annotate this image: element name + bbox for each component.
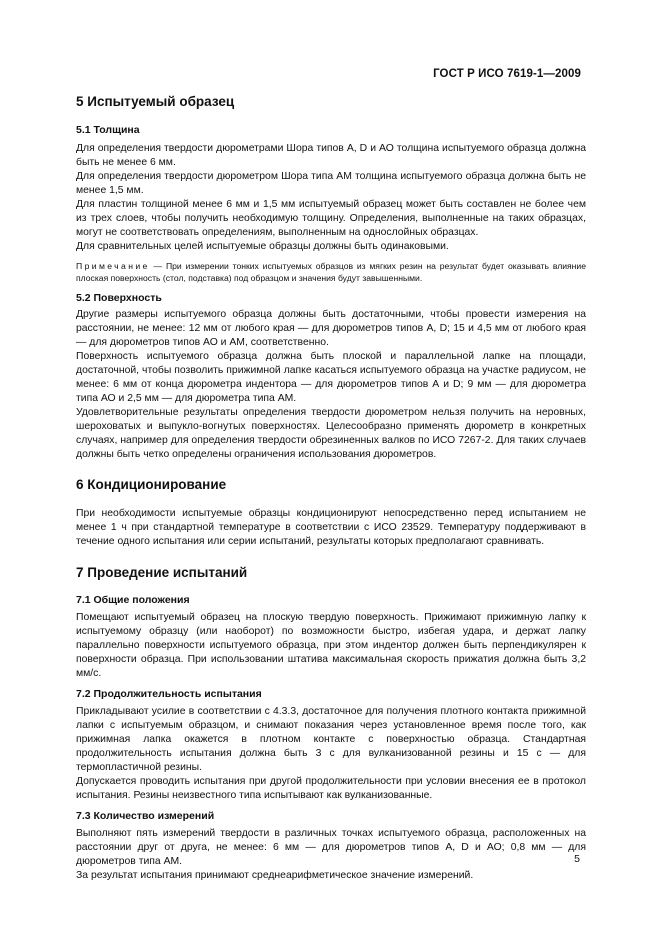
section-5-2-title: 5.2 Поверхность: [76, 292, 162, 304]
section-5-1-title: 5.1 Толщина: [76, 124, 140, 136]
section-7-title: 7 Проведение испытаний: [76, 565, 248, 580]
section-7-3-paragraph-1: Выполняют пять измерений твердости в различных точках испытуемого образца, расположенных на расстоянии друг от друга, не менее: 6 мм — для дюрометров типов А, D и АО; 0,8 мм — для дюрометров типа АМ.: [76, 828, 586, 867]
section-5-1-note: [76, 260, 586, 284]
section-7-2-paragraph-2: Допускается проводить испытания при другой продолжительности при условии внесения ее в протокол испытания. Резины неизвестного типа испытывают как вулканизованные.: [76, 776, 586, 801]
section-7-3-title: 7.3 Количество измерений: [76, 810, 215, 822]
document-header: ГОСТ Р ИСО 7619-1—2009: [433, 68, 581, 80]
section-5-1-paragraph-4: Для сравнительных целей испытуемые образцы должны быть одинаковыми.: [76, 241, 449, 252]
section-5-title: 5 Испытуемый образец: [76, 94, 235, 109]
section-7-2-paragraph-1: Прикладывают усилие в соответствии с 4.3.3, достаточное для получения плотного контакта прижимной лапки с испытуемым образцом, и снимают показания через установленное время после того, как прижимная лапка окажется в плотном контакте с поверхностью образца. Стандартная продолжительность испытания должна быть 3 с для вулканизованной резины и 15 с — для термопластичной резины.: [76, 706, 586, 773]
page-body: [76, 93, 586, 883]
section-5-1-paragraph-1: Для определения твердости дюрометрами Шора типов А, D и АО толщина испытуемого образца должна быть не менее 6 мм.: [76, 143, 586, 168]
note-text: — При измерении тонких испытуемых образцов из мягких резин на результат будет оказывать влияние плоская поверхность (стол, подставка) под образцом и значения будут завышенными.: [76, 261, 586, 283]
section-5-2-paragraph-3: Удовлетворительные результаты определения твердости дюрометром нельзя получить на неровных, шероховатых и выпукло-вогнутых поверхностях. Целесообразно применять дюрометр в конкретных случаях, например для определения твердости обрезиненных валков по ИСО 7267-2. Для таких случаев должны быть четко определены ограничения использования дюрометров.: [76, 407, 586, 460]
section-5-1-paragraph-3: Для пластин толщиной менее 6 мм и 1,5 мм испытуемый образец может быть составлен не более чем из трех слоев, чтобы получить необходимую толщину. Определения, выполненные на таких образцах, могут не соответствовать определениям, выполненным на однослойных образцах.: [76, 199, 586, 238]
section-7-1-paragraph-1: Помещают испытуемый образец на плоскую твердую поверхность. Прижимают прижимную лапку к испытуемому образцу (или наоборот) по возможности быстро, избегая удара, и держат лапку параллельно поверхности испытуемого образца, при этом индентор должен быть перпендикулярен к поверхности образца. При использовании штатива максимальная скорость прижатия должна быть 3,2 мм/с.: [76, 612, 586, 679]
page-number: 5: [574, 853, 580, 865]
section-6-paragraph-1: При необходимости испытуемые образцы кондиционируют непосредственно перед испытанием не менее 1 ч при стандартной температуре в соответствии с ИСО 23529. Температуру поддерживают в течение одного испытания или серии испытаний, результаты которых предполагают сравнивать.: [76, 508, 586, 547]
section-7-3-paragraph-2: За результат испытания принимают среднеарифметическое значение измерений.: [76, 870, 474, 881]
section-5-1-paragraph-2: Для определения твердости дюрометром Шора типа АМ толщина испытуемого образца должна быть не менее 1,5 мм.: [76, 171, 586, 196]
section-7-1-title: 7.1 Общие положения: [76, 594, 190, 606]
section-6-title: 6 Кондиционирование: [76, 477, 227, 492]
note-label: Примечание: [76, 261, 150, 271]
section-5-2-paragraph-2: Поверхность испытуемого образца должна быть плоской и параллельной лапке на площади, достаточной, чтобы позволить прижимной лапке касаться испытуемого образца на участке радиусом, не менее: 6 мм от конца дюрометра индентора — для дюрометров типов А и D; 9 мм — для дюрометра типа АО и 2,5 мм — для дюрометра типа АМ.: [76, 351, 586, 404]
section-7-2-title: 7.2 Продолжительность испытания: [76, 688, 262, 700]
section-5-2-paragraph-1: Другие размеры испытуемого образца должны быть достаточными, чтобы провести измерения на расстоянии, не менее: 12 мм от любого края — для дюрометров типов А, D; 15 и 4,5 мм от любого края — для дюрометров типов АО и АМ, соответственно.: [76, 309, 586, 348]
